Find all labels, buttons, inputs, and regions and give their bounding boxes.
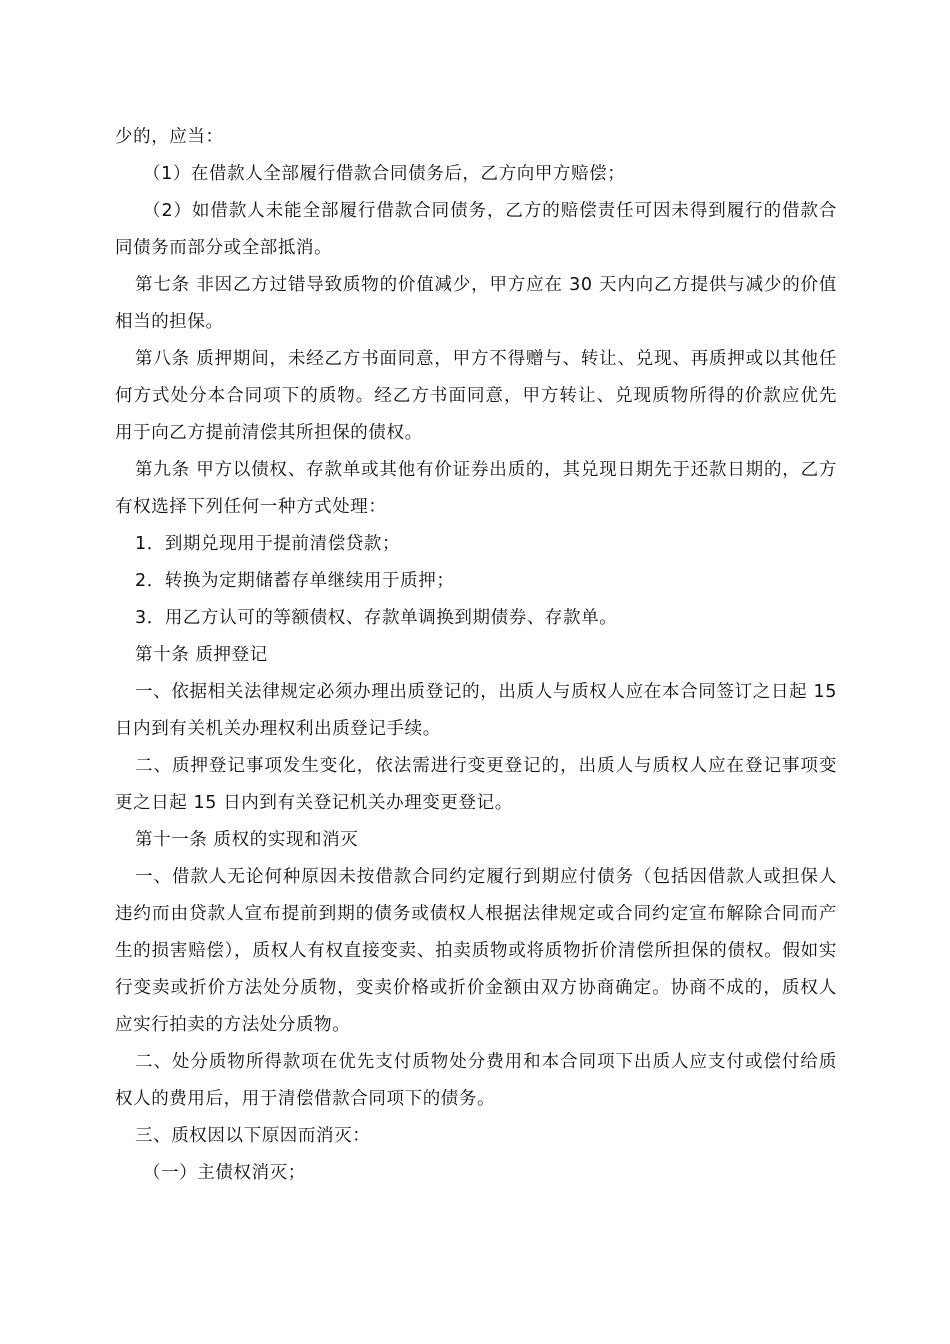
article-11-clause-2: 二、处分质物所得款项在优先支付质物处分费用和本合同项下出质人应支付或偿付给质权人的费用后，用于清偿借款合同项下的债务。 bbox=[115, 1052, 837, 1109]
paragraph-3: （2）如借款人未能全部履行借款合同债务，乙方的赔偿责任可因未得到履行的借款合同债务而部分或全部抵消。 bbox=[115, 201, 837, 258]
article-10-clause-1: 一、依据相关法律规定必须办理出质登记的，出质人与质权人应在本合同签订之日起 15 日内到有关机关办理权利出质登记手续。 bbox=[115, 682, 837, 739]
article-11-clause-3: 三、质权因以下原因而消灭： bbox=[135, 1126, 371, 1146]
article-8: 第八条 质押期间，未经乙方书面同意，甲方不得赠与、转让、兑现、再质押或以其他任何方式处分本合同项下的质物。经乙方书面同意，甲方转让、兑现质物所得的价款应优先用于向乙方提前清偿其所担保的债权。 bbox=[115, 349, 837, 443]
document-body bbox=[115, 119, 837, 1192]
article-11-subitem-1: （一）主债权消灭； bbox=[143, 1163, 306, 1183]
article-11-clause-1: 一、借款人无论何种原因未按借款合同约定履行到期应付债务（包括因借款人或担保人违约而由贷款人宣布提前到期的债务或债权人根据法律规定或合同约定宣布解除合同而产生的损害赔偿），质权人有权直接变卖、拍卖质物或将质物折价清偿所担保的债权。假如实行变卖或折价方法处分质物，变卖价格或折价金额由双方协商确定。协商不成的，质权人应实行拍卖的方法处分质物。 bbox=[115, 867, 837, 1035]
list-item-1: 1．到期兑现用于提前清偿贷款； bbox=[135, 534, 401, 554]
article-10-clause-2: 二、质押登记事项发生变化，依法需进行变更登记的，出质人与质权人应在登记事项变更之日起 15 日内到有关登记机关办理变更登记。 bbox=[115, 756, 837, 813]
article-7: 第七条 非因乙方过错导致质物的价值减少，甲方应在 30 天内向乙方提供与减少的价值相当的担保。 bbox=[115, 275, 837, 332]
article-11-heading: 第十一条 质权的实现和消灭 bbox=[135, 830, 359, 850]
paragraph-1: 少的，应当： bbox=[115, 127, 224, 147]
article-9: 第九条 甲方以债权、存款单或其他有价证券出质的，其兑现日期先于还款日期的，乙方有权选择下列任何一种方式处理： bbox=[115, 460, 837, 517]
article-10-heading: 第十条 质押登记 bbox=[135, 645, 268, 665]
list-item-2: 2．转换为定期储蓄存单继续用于质押； bbox=[135, 571, 455, 591]
paragraph-2: （1）在借款人全部履行借款合同债务后，乙方向甲方赔偿； bbox=[143, 164, 626, 184]
list-item-3: 3．用乙方认可的等额债权、存款单调换到期债券、存款单。 bbox=[135, 608, 618, 628]
